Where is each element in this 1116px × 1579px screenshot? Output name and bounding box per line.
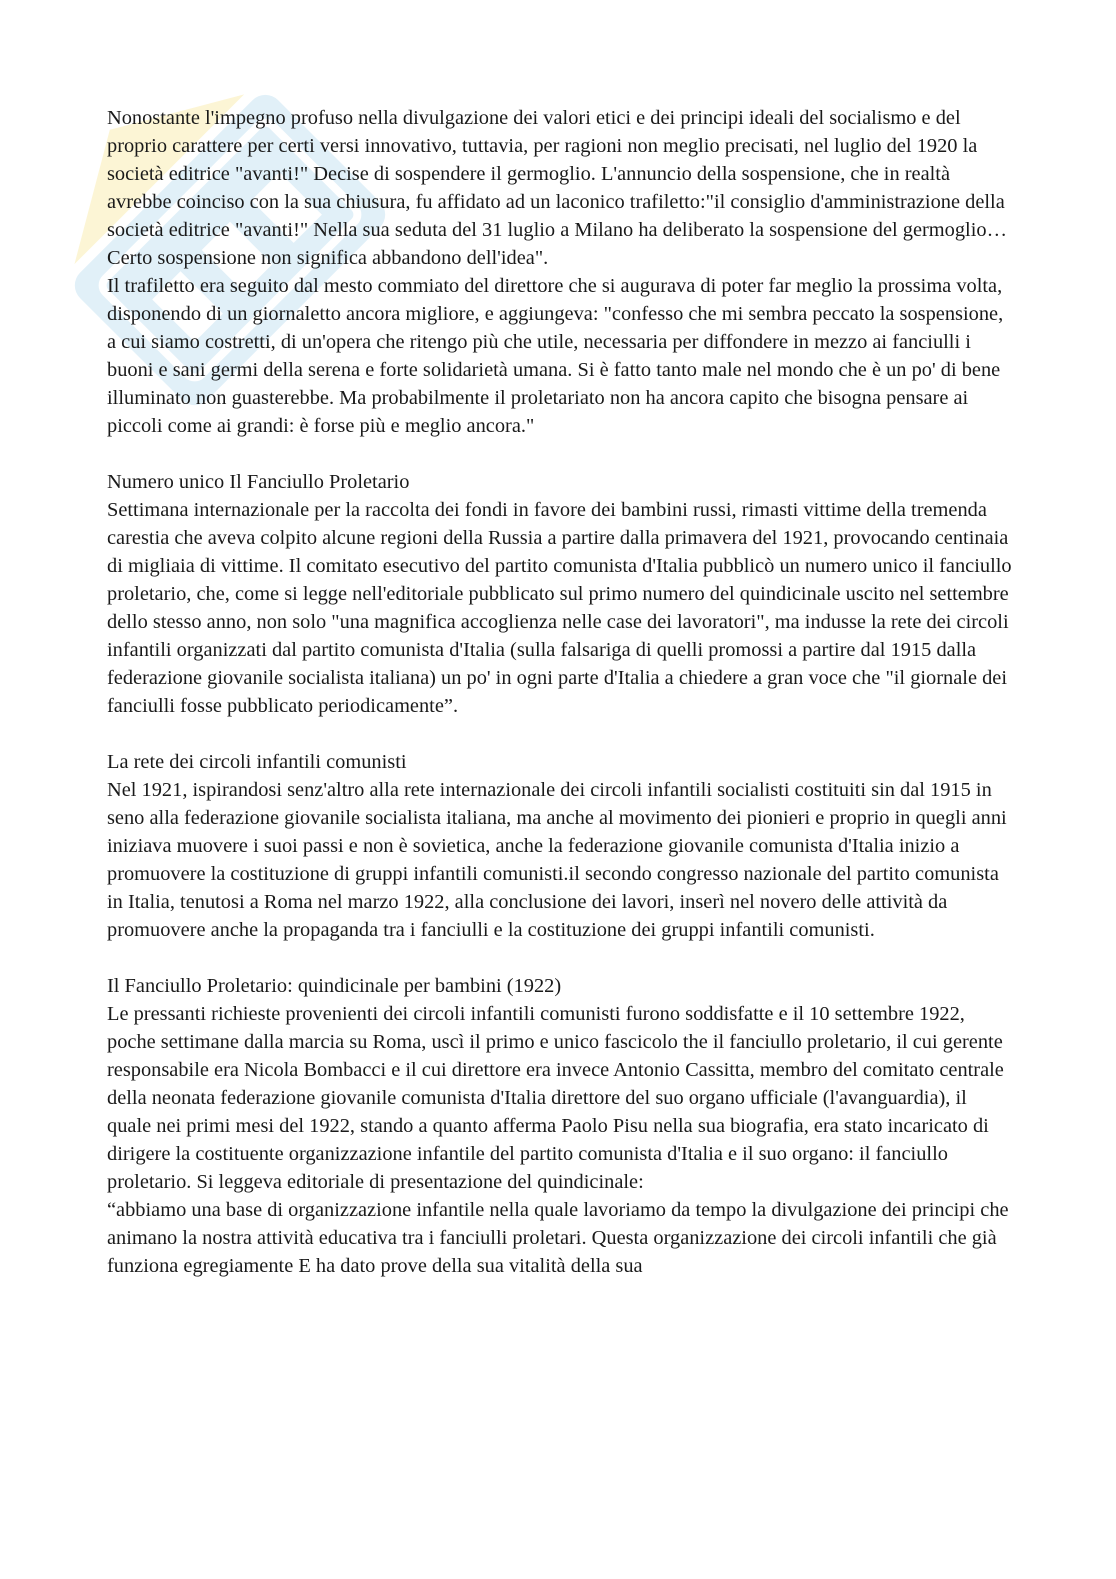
section-rete-circoli (107, 748, 1012, 944)
document-page (107, 104, 1012, 1280)
section-heading: Numero unico Il Fanciullo Proletario (107, 471, 410, 493)
paragraph: Nel 1921, ispirandosi senz'altro alla rete internazionale dei circoli infantili socialisti costituiti sin dal 1915 in seno alla federazione giovanile socialista italiana, ma anche al movimento dei pionieri e proprio in quegli anni iniziava muovere i suoi passi e non è sovietica, anche la federazione giovanile comunista d'Italia inizio a promuovere la costituzione di gruppi infantili comunisti.il secondo congresso nazionale del partito comunista in Italia, tenutosi a Roma nel marzo 1922, alla conclusione dei lavori, inserì nel novero delle attività da promuovere anche la propaganda tra i fanciulli e la costituzione dei gruppi infantili comunisti. (107, 779, 1007, 941)
paragraph: “abbiamo una base di organizzazione infantile nella quale lavoriamo da tempo la divulgazione dei principi che animano la nostra attività educativa tra i fanciulli proletari. Questa organizzazione dei circoli infantili che già funziona egregiamente E ha dato prove della sua vitalità della sua (107, 1199, 1009, 1277)
paragraph: Nonostante l'impegno profuso nella divulgazione dei valori etici e dei principi ideali del socialismo e del proprio carattere per certi versi innovativo, tuttavia, per ragioni non meglio precisati, nel luglio del 1920 la società editrice "avanti!" Decise di sospendere il germoglio. L'annuncio della sospensione, che in realtà avrebbe coinciso con la sua chiusura, fu affidato ad un laconico trafiletto:"il consiglio d'amministrazione della società editrice "avanti!" Nella sua seduta del 31 luglio a Milano ha deliberato la sospensione del germoglio… Certo sospensione non significa abbandono dell'idea". (107, 107, 1007, 269)
section-germoglio-sospensione (107, 104, 1012, 440)
paragraph: Le pressanti richieste provenienti dei circoli infantili comunisti furono soddisfatte e il 10 settembre 1922, poche settimane dalla marcia su Roma, uscì il primo e unico fascicolo the il fanciullo proletario, il cui gerente responsabile era Nicola Bombacci e il cui direttore era invece Antonio Cassitta, membro del comitato centrale della neonata federazione giovanile comunista d'Italia direttore del suo organo ufficiale (l'avanguardia), il quale nei primi mesi del 1922, stando a quanto afferma Paolo Pisu nella sua biografia, era stato incaricato di dirigere la costituente organizzazione infantile del partito comunista d'Italia e il suo organo: il fanciullo proletario. Si leggeva editoriale di presentazione del quindicinale: (107, 1003, 1004, 1193)
section-numero-unico (107, 468, 1012, 720)
paragraph: Settimana internazionale per la raccolta dei fondi in favore dei bambini russi, rimasti vittime della tremenda carestia che aveva colpito alcune regioni della Russia a partire dalla primavera del 1921, provocando centinaia di migliaia di vittime. Il comitato esecutivo del partito comunista d'Italia pubblicò un numero unico il fanciullo proletario, che, come si legge nell'editoriale pubblicato sul primo numero del quindicinale uscito nel settembre dello stesso anno, non solo "una magnifica accoglienza nelle case dei lavoratori", ma indusse la rete dei circoli infantili organizzati dal partito comunista d'Italia (sulla falsariga di quelli promossi a partire dal 1915 dalla federazione giovanile socialista italiana) un po' in ogni parte d'Italia a chiedere a gran voce che "il giornale dei fanciulli fosse pubblicato periodicamente”. (107, 499, 1012, 717)
paragraph: Il trafiletto era seguito dal mesto commiato del direttore che si augurava di poter far meglio la prossima volta, disponendo di un giornaletto ancora migliore, e aggiungeva: "confesso che mi sembra peccato la sospensione, a cui siamo costretti, di un'opera che ritengo più che utile, necessaria per diffondere in mezzo ai fanciulli i buoni e sani germi della serena e forte solidarietà umana. Si è fatto tanto male nel mondo che è un po' di bene illuminato non guasterebbe. Ma probabilmente il proletariato non ha ancora capito che bisogna pensare ai piccoli come ai grandi: è forse più e meglio ancora." (107, 275, 1004, 437)
section-heading: La rete dei circoli infantili comunisti (107, 751, 407, 773)
section-quindicinale (107, 972, 1012, 1280)
section-heading: Il Fanciullo Proletario: quindicinale per bambini (1922) (107, 975, 562, 997)
